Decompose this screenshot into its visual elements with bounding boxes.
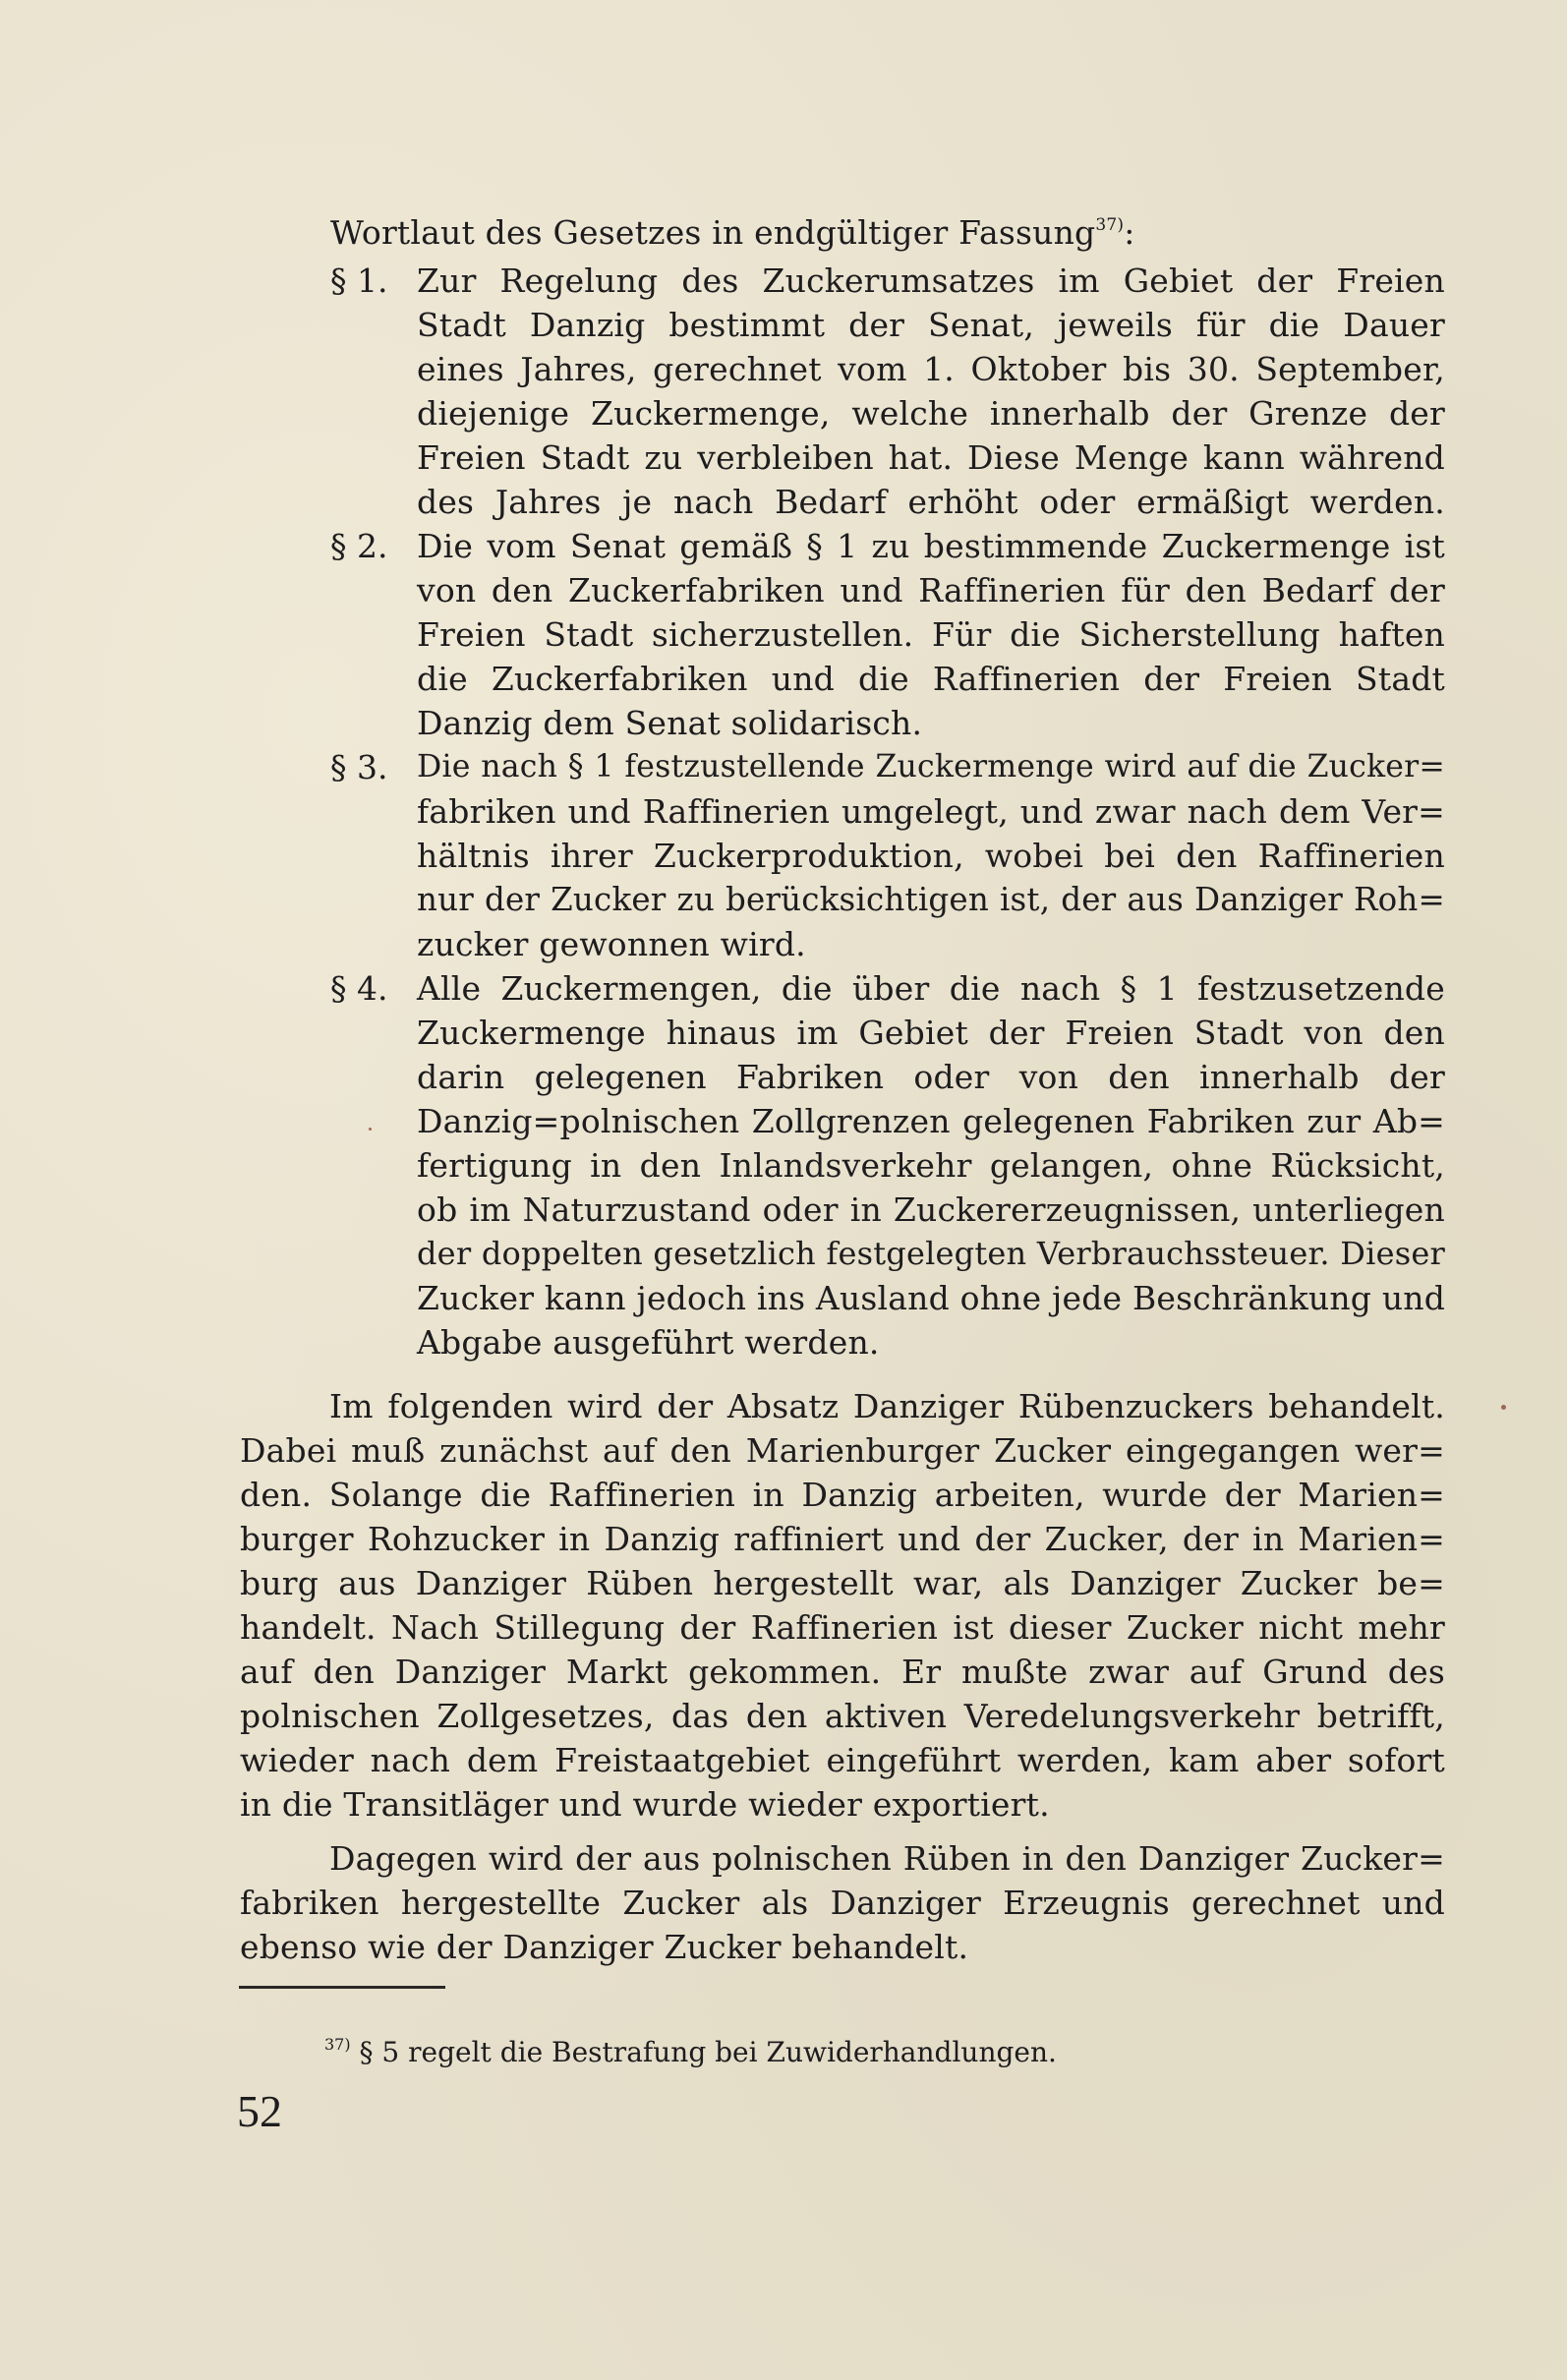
paragraph-line: Dabei muß zunächst auf den Marienburger Zucker eingegangen wer= (240, 1431, 1445, 1470)
footnote-reference: 37) (1095, 215, 1125, 235)
section-line: diejenige Zuckermenge, welche innerhalb der Grenze der (417, 394, 1445, 433)
section-line: Freien Stadt zu verbleiben hat. Diese Menge kann während (417, 438, 1445, 477)
section-line: Zucker kann jedoch ins Ausland ohne jede Beschränkung und (417, 1279, 1446, 1317)
paragraph-line: Im folgenden wird der Absatz Danziger Rübenzuckers behandelt. (329, 1387, 1445, 1425)
paragraph-line: polnischen Zollgesetzes, das den aktiven Veredelungsverkehr betrifft, (240, 1697, 1445, 1735)
section-line: fabriken und Raffinerien umgelegt, und zwar nach dem Ver= (417, 792, 1445, 831)
section-line: Abgabe ausgeführt werden. (417, 1323, 880, 1362)
section-line: Zur Regelung des Zuckerumsatzes im Gebiet der Freien (417, 261, 1445, 300)
section-line: hältnis ihrer Zuckerproduktion, wobei bei den Raffinerien (417, 837, 1445, 875)
section-line: darin gelegenen Fabriken oder von den innerhalb der (417, 1058, 1445, 1096)
section-line: von den Zuckerfabriken und Raffinerien für den Bedarf der (417, 571, 1445, 610)
section-line: Alle Zuckermengen, die über die nach § 1 festzusetzende (417, 969, 1445, 1008)
footnote (324, 2025, 1057, 2072)
footnote-text: § 5 regelt die Bestrafung bei Zuwiderhandlungen. (359, 2036, 1057, 2068)
section-line: Die nach § 1 festzustellende Zuckermenge wird auf die Zucker= (417, 749, 1445, 784)
section-line: Zuckermenge hinaus im Gebiet der Freien Stadt von den (417, 1014, 1445, 1052)
page-number: 52 (237, 2086, 282, 2136)
section-number: § 2. (330, 527, 388, 565)
section-line: fertigung in den Inlandsverkehr gelangen, ohne Rücksicht, (417, 1146, 1445, 1185)
paragraph-line: den. Solange die Raffinerien in Danzig arbeiten, wurde der Marien= (240, 1476, 1445, 1514)
intro-text: Wortlaut des Gesetzes in endgültiger Fassung (330, 213, 1096, 252)
section-line: Stadt Danzig bestimmt der Senat, jeweils für die Dauer (417, 306, 1445, 344)
section-line: Danzig=polnischen Zollgrenzen gelegenen Fabriken zur Ab= (417, 1102, 1445, 1140)
paragraph-line: burger Rohzucker in Danzig raffiniert und der Zucker, der in Marien= (240, 1520, 1445, 1558)
section-number: § 4. (330, 969, 388, 1008)
section-line: zucker gewonnen wird. (417, 925, 806, 963)
section-line: der doppelten gesetzlich festgelegten Verbrauchssteuer. Dieser (417, 1235, 1445, 1272)
section-line: Die vom Senat gemäß § 1 zu bestimmende Zuckermenge ist (417, 527, 1445, 565)
section-line: die Zuckerfabriken und die Raffinerien der Freien Stadt (417, 660, 1445, 698)
footnote-divider (239, 1986, 445, 1989)
section-number: § 1. (330, 261, 388, 300)
paragraph-line: wieder nach dem Freistaatgebiet eingeführt werden, kam aber sofort (240, 1741, 1445, 1779)
section-line: nur der Zucker zu berücksichtigen ist, der aus Danziger Roh= (417, 881, 1445, 918)
paragraph-line: fabriken hergestellte Zucker als Danziger Erzeugnis gerechnet und (240, 1884, 1445, 1922)
section-line: eines Jahres, gerechnet vom 1. Oktober bis 30. September, (417, 350, 1445, 388)
paragraph-line: auf den Danziger Markt gekommen. Er mußte zwar auf Grund des (240, 1653, 1445, 1691)
section-line: Freien Stadt sicherzustellen. Für die Sicherstellung haften (417, 615, 1445, 654)
section-number: § 3. (330, 748, 388, 786)
paragraph-line: ebenso wie der Danziger Zucker behandelt. (240, 1928, 969, 1966)
paragraph-line: in die Transitläger und wurde wieder exportiert. (240, 1785, 1050, 1824)
intro-line (330, 203, 1135, 252)
section-line: des Jahres je nach Bedarf erhöht oder ermäßigt werden. (417, 483, 1445, 521)
paper-speck (369, 1128, 372, 1131)
section-line: ob im Naturzustand oder in Zuckererzeugnissen, unterliegen (417, 1190, 1445, 1229)
intro-colon: : (1124, 213, 1135, 252)
paragraph-line: handelt. Nach Stillegung der Raffinerien ist dieser Zucker nicht mehr (240, 1608, 1445, 1647)
section-line: Danzig dem Senat solidarisch. (417, 704, 923, 742)
paragraph-line: burg aus Danziger Rüben hergestellt war, als Danziger Zucker be= (240, 1564, 1445, 1602)
paper-speck (1501, 1405, 1506, 1410)
footnote-marker: 37) (324, 2035, 351, 2054)
paragraph-line: Dagegen wird der aus polnischen Rüben in den Danziger Zucker= (329, 1839, 1445, 1878)
